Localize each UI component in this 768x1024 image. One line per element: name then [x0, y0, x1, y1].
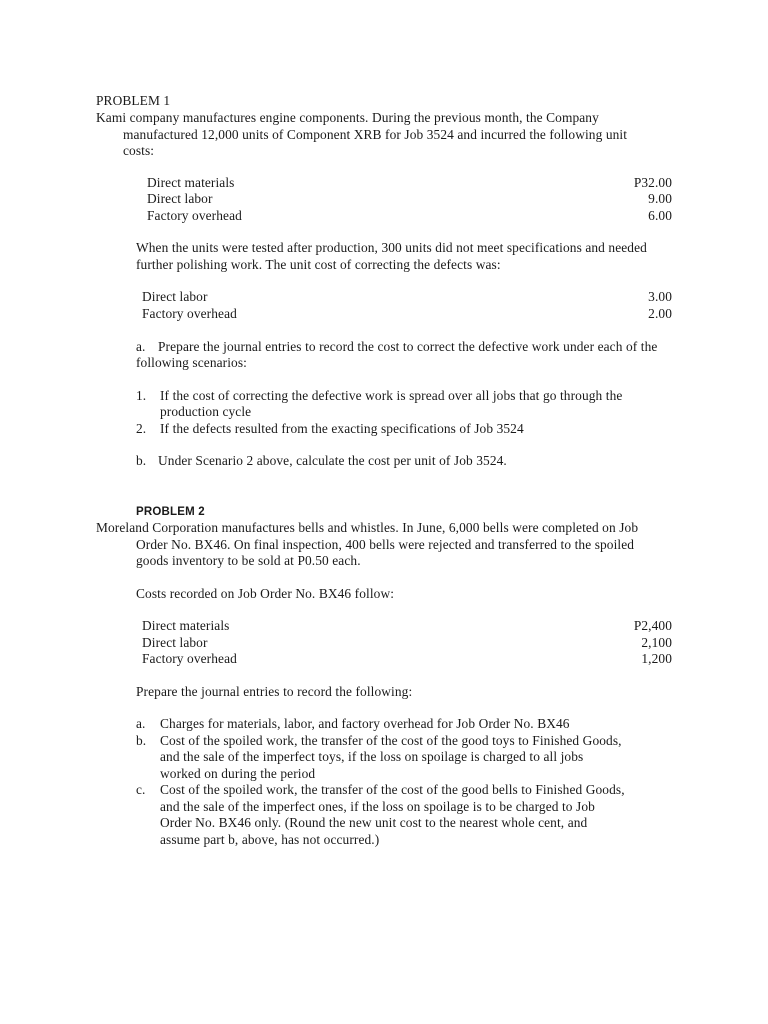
part-a-marker: a.	[136, 339, 146, 354]
correction-cost-amount: 3.00	[648, 289, 672, 304]
problem-2-intro-line: Order No. BX46. On final inspection, 400 bells were rejected and transferred to the spoiled	[136, 537, 635, 552]
item-text-line: Cost of the spoiled work, the transfer of the cost of the good bells to Finished Goods,	[160, 782, 625, 797]
correction-cost-label: Factory overhead	[142, 306, 237, 321]
part-a-text-line: following scenarios:	[136, 355, 247, 370]
part-b-marker: b.	[136, 453, 147, 468]
item-marker: a.	[136, 716, 146, 731]
job-cost-label: Direct labor	[142, 635, 208, 650]
item-text-line: assume part b, above, has not occurred.)	[160, 832, 380, 847]
unit-cost-amount: 9.00	[648, 191, 672, 206]
unit-cost-label: Direct labor	[147, 191, 213, 206]
scenario-number: 2.	[136, 421, 147, 436]
scenario-text-line: If the defects resulted from the exacting specifications of Job 3524	[160, 421, 524, 436]
unit-cost-label: Factory overhead	[147, 208, 242, 223]
correction-cost-amount: 2.00	[648, 306, 672, 321]
correction-cost-label: Direct labor	[142, 289, 208, 304]
problem-2-intro-line: Moreland Corporation manufactures bells and whistles. In June, 6,000 bells were completed on Job	[96, 520, 639, 535]
item-text-line: and the sale of the imperfect toys, if the loss on spoilage is charged to all jobs	[160, 749, 584, 764]
unit-cost-amount: P32.00	[633, 175, 672, 190]
problem-1-intro-line: manufactured 12,000 units of Component XRB for Job 3524 and incurred the following unit	[123, 127, 628, 142]
job-cost-amount: 1,200	[641, 651, 672, 666]
item-text-line: Order No. BX46 only. (Round the new unit cost to the nearest whole cent, and	[160, 815, 588, 830]
problem-1-heading: PROBLEM 1	[96, 93, 171, 108]
job-cost-amount: P2,400	[633, 618, 672, 633]
part-b-text: Under Scenario 2 above, calculate the cost per unit of Job 3524.	[158, 453, 507, 468]
scenario-number: 1.	[136, 388, 147, 403]
problem-1-intro-line: costs:	[123, 143, 155, 158]
testing-text-line: further polishing work. The unit cost of correcting the defects was:	[136, 257, 501, 272]
item-marker: b.	[136, 733, 147, 748]
item-text-line: worked on during the period	[160, 766, 316, 781]
job-cost-amount: 2,100	[641, 635, 672, 650]
job-cost-label: Direct materials	[142, 618, 230, 633]
unit-cost-label: Direct materials	[147, 175, 235, 190]
job-cost-label: Factory overhead	[142, 651, 237, 666]
part-a-text-line: Prepare the journal entries to record the cost to correct the defective work under each of the	[158, 339, 658, 354]
scenario-text-line: If the cost of correcting the defective work is spread over all jobs that go through the	[160, 388, 623, 403]
prepare-text: Prepare the journal entries to record the following:	[136, 684, 413, 699]
problem-2-heading: PROBLEM 2	[136, 506, 205, 518]
item-marker: c.	[136, 782, 146, 797]
problem-1-intro-line: Kami company manufactures engine components. During the previous month, the Company	[96, 110, 599, 125]
problem-2-intro-line: goods inventory to be sold at P0.50 each.	[136, 553, 361, 568]
testing-text-line: When the units were tested after production, 300 units did not meet specifications and needed	[136, 240, 647, 255]
costs-heading: Costs recorded on Job Order No. BX46 follow:	[136, 586, 395, 601]
unit-cost-amount: 6.00	[648, 208, 672, 223]
item-text-line: Cost of the spoiled work, the transfer of the cost of the good toys to Finished Goods,	[160, 733, 622, 748]
item-text-line: Charges for materials, labor, and factory overhead for Job Order No. BX46	[160, 716, 570, 731]
item-text-line: and the sale of the imperfect ones, if the loss on spoilage is to be charged to Job	[160, 799, 595, 814]
scenario-text-line: production cycle	[160, 404, 252, 419]
